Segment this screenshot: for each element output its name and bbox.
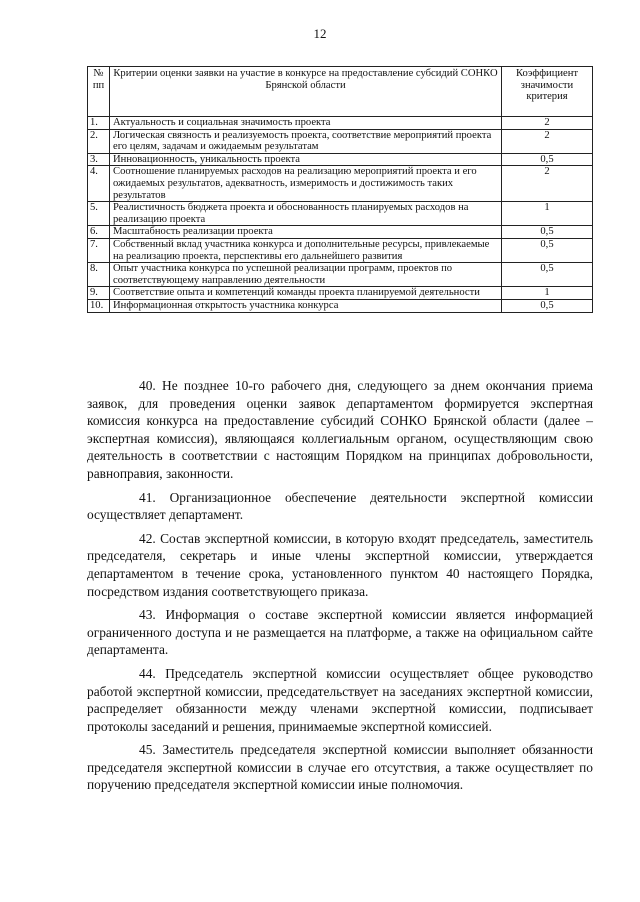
row-criteria: Информационная открытость участника конкурса bbox=[110, 299, 502, 312]
row-criteria: Реалистичность бюджета проекта и обоснованность планируемых расходов на реализацию проекта bbox=[110, 202, 502, 226]
row-coef: 0,5 bbox=[502, 226, 593, 239]
paragraph-41: 41. Организационное обеспечение деятельности экспертной комиссии осуществляет департамент. bbox=[87, 489, 593, 523]
row-criteria: Опыт участника конкурса по успешной реализации программ, проектов по соответствующему направлению деятельности bbox=[110, 263, 502, 287]
table-row bbox=[88, 166, 593, 202]
header-criteria: Критерии оценки заявки на участие в конкурсе на предоставление субсидий СОНКО Брянской области bbox=[110, 67, 502, 117]
row-criteria: Актуальность и социальная значимость проекта bbox=[110, 117, 502, 130]
criteria-table bbox=[87, 66, 593, 313]
row-num: 1. bbox=[88, 117, 110, 130]
table-header-row bbox=[88, 67, 593, 117]
page-number: 12 bbox=[313, 26, 327, 41]
row-num: 9. bbox=[88, 287, 110, 300]
row-coef: 0,5 bbox=[502, 153, 593, 166]
table-row bbox=[88, 153, 593, 166]
row-coef: 0,5 bbox=[502, 238, 593, 262]
row-num: 5. bbox=[88, 202, 110, 226]
row-coef: 0,5 bbox=[502, 263, 593, 287]
paragraph-44: 44. Председатель экспертной комиссии осуществляет общее руководство работой экспертной комиссии, председательствует на заседаниях экспертной комиссии, распределяет обязанности между членами экспертной комиссии, подписывает протоколы заседаний и решения, принимаемые экспертной комиссией. bbox=[87, 665, 593, 734]
table-row bbox=[88, 287, 593, 300]
header-coefficient: Коэффициент значимости критерия bbox=[502, 67, 593, 117]
paragraph-42: 42. Состав экспертной комиссии, в которую входят председатель, заместитель председателя, секретарь и иные члены экспертной комиссии, утверждается департаментом в течение срока, установленного пунктом 40 настоящего Порядка, посредством издания соответствующего приказа. bbox=[87, 530, 593, 599]
paragraph-40: 40. Не позднее 10-го рабочего дня, следующего за днем окончания приема заявок, для проведения оценки заявок департаментом формируется экспертная комиссия конкурса на предоставление субсидий СОНКО Брянской области (далее – экспертная комиссия), являющаяся коллегиальным органом, осуществляющим свою деятельность в соответствии с настоящим Порядком на принципах добровольности, равноправия, законности. bbox=[87, 378, 593, 481]
row-criteria: Инновационность, уникальность проекта bbox=[110, 153, 502, 166]
row-coef: 1 bbox=[502, 202, 593, 226]
row-num: 10. bbox=[88, 299, 110, 312]
row-criteria: Масштабность реализации проекта bbox=[110, 226, 502, 239]
row-num: 7. bbox=[88, 238, 110, 262]
row-criteria: Соответствие опыта и компетенций команды проекта планируемой деятельности bbox=[110, 287, 502, 300]
row-coef: 1 bbox=[502, 287, 593, 300]
row-coef: 2 bbox=[502, 117, 593, 130]
table-row bbox=[88, 226, 593, 239]
table-row bbox=[88, 238, 593, 262]
row-criteria: Соотношение планируемых расходов на реализацию мероприятий проекта и его ожидаемых результатов, адекватность, измеримость и достижимость таких результатов bbox=[110, 166, 502, 202]
table-row bbox=[88, 117, 593, 130]
row-num: 3. bbox=[88, 153, 110, 166]
row-coef: 2 bbox=[502, 166, 593, 202]
document-body bbox=[87, 377, 593, 800]
row-num: 4. bbox=[88, 166, 110, 202]
table-row bbox=[88, 202, 593, 226]
row-num: 8. bbox=[88, 263, 110, 287]
row-num: 6. bbox=[88, 226, 110, 239]
row-num: 2. bbox=[88, 129, 110, 153]
paragraph-45: 45. Заместитель председателя экспертной комиссии выполняет обязанности председателя экспертной комиссии в случае его отсутствия, а также осуществляет по поручению председателя экспертной комиссии иные полномочия. bbox=[87, 742, 593, 793]
table-row bbox=[88, 263, 593, 287]
row-coef: 0,5 bbox=[502, 299, 593, 312]
header-num: № пп bbox=[88, 67, 110, 117]
paragraph-43: 43. Информация о составе экспертной комиссии является информацией ограниченного доступа и не размещается на платформе, а также на официальном сайте департамента. bbox=[87, 607, 593, 658]
row-criteria: Собственный вклад участника конкурса и дополнительные ресурсы, привлекаемые на реализацию проекта, перспективы его дальнейшего развития bbox=[110, 238, 502, 262]
table-row bbox=[88, 129, 593, 153]
row-coef: 2 bbox=[502, 129, 593, 153]
row-criteria: Логическая связность и реализуемость проекта, соответствие мероприятий проекта его целям, задачам и ожидаемым результатам bbox=[110, 129, 502, 153]
table-row bbox=[88, 299, 593, 312]
